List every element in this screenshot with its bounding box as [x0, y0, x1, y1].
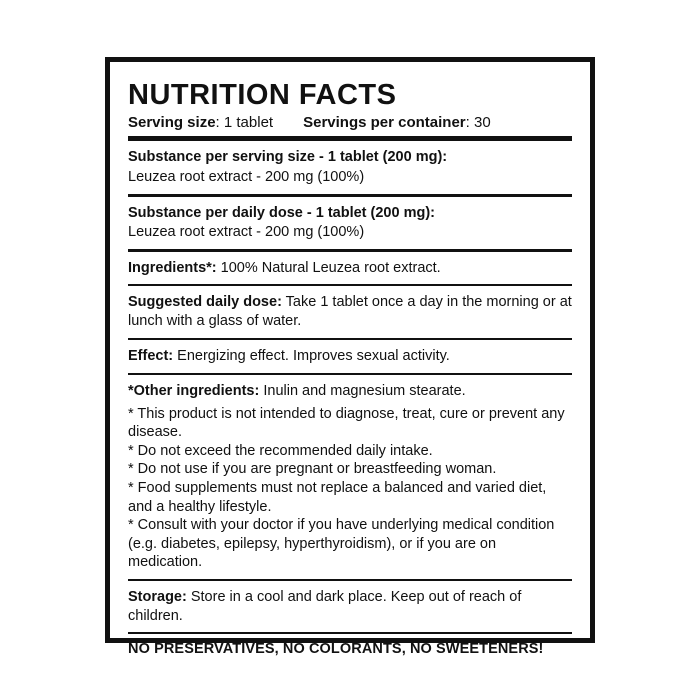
ingredients-heading: Ingredients*: — [128, 259, 217, 276]
nutrition-facts-panel — [105, 57, 595, 658]
servings-per-container-value: : 30 — [465, 114, 491, 132]
servings-per-container — [303, 114, 491, 131]
effect-block — [128, 347, 572, 366]
warning-item: * Food supplements must not replace a balanced and varied diet, and a healthy lifestyle. — [128, 480, 547, 515]
other-ingredients-line — [128, 382, 572, 401]
servings-per-container-label: Servings per container — [303, 114, 466, 132]
divider-thick-top — [128, 136, 572, 141]
serving-size-value: : 1 tablet — [215, 114, 274, 132]
other-ingredients-text: Inulin and magnesium stearate. — [259, 383, 466, 399]
divider-medium-2 — [128, 249, 572, 252]
ingredients-text: 100% Natural Leuzea root extract. — [216, 259, 441, 276]
per-daily-dose-block — [128, 204, 572, 242]
per-serving-line: Leuzea root extract - 200 mg (100%) — [128, 168, 365, 185]
ingredients-block — [128, 259, 572, 278]
per-serving-heading: Substance per serving size - 1 tablet (200 mg): — [128, 149, 448, 166]
per-daily-dose-line: Leuzea root extract - 200 mg (100%) — [128, 224, 365, 241]
suggested-dose-heading: Suggested daily dose: — [128, 294, 282, 311]
footer-claim: NO PRESERVATIVES, NO COLORANTS, NO SWEETENERS! — [128, 641, 544, 658]
serving-info-row — [128, 114, 572, 131]
divider-thin-1 — [128, 284, 572, 286]
divider-thin-2 — [128, 338, 572, 340]
effect-text: Energizing effect. Improves sexual activity. — [173, 348, 450, 365]
per-serving-block — [128, 148, 572, 186]
suggested-dose-text: Take 1 tablet once a day in the morning or at lunch with a glass of water. — [128, 294, 572, 330]
per-daily-dose-heading: Substance per daily dose - 1 tablet (200 mg): — [128, 204, 435, 221]
storage-block — [128, 588, 572, 626]
warning-item: * Consult with your doctor if you have underlying medical condition (e.g. diabetes, epilepsy, hyperthyroidism), or if you are on medication. — [128, 517, 555, 571]
divider-thin-4 — [128, 579, 572, 581]
divider-thin-5 — [128, 632, 572, 634]
effect-heading: Effect: — [128, 348, 174, 365]
divider-thin-3 — [128, 373, 572, 375]
warning-item: * This product is not intended to diagnose, treat, cure or prevent any disease. — [128, 405, 565, 441]
page-title: NUTRITION FACTS — [128, 79, 397, 111]
serving-size-label: Serving size — [128, 114, 216, 132]
storage-heading: Storage: — [128, 588, 187, 605]
divider-medium-1 — [128, 194, 572, 197]
suggested-dose-block — [128, 293, 572, 331]
warnings-block — [128, 382, 572, 572]
warning-item: * Do not use if you are pregnant or breastfeeding woman. — [128, 461, 497, 478]
other-ingredients-heading: *Other ingredients: — [128, 383, 260, 399]
warning-item: * Do not exceed the recommended daily intake. — [128, 442, 433, 459]
storage-text: Store in a cool and dark place. Keep out of reach of children. — [128, 588, 522, 624]
serving-size — [128, 114, 273, 131]
